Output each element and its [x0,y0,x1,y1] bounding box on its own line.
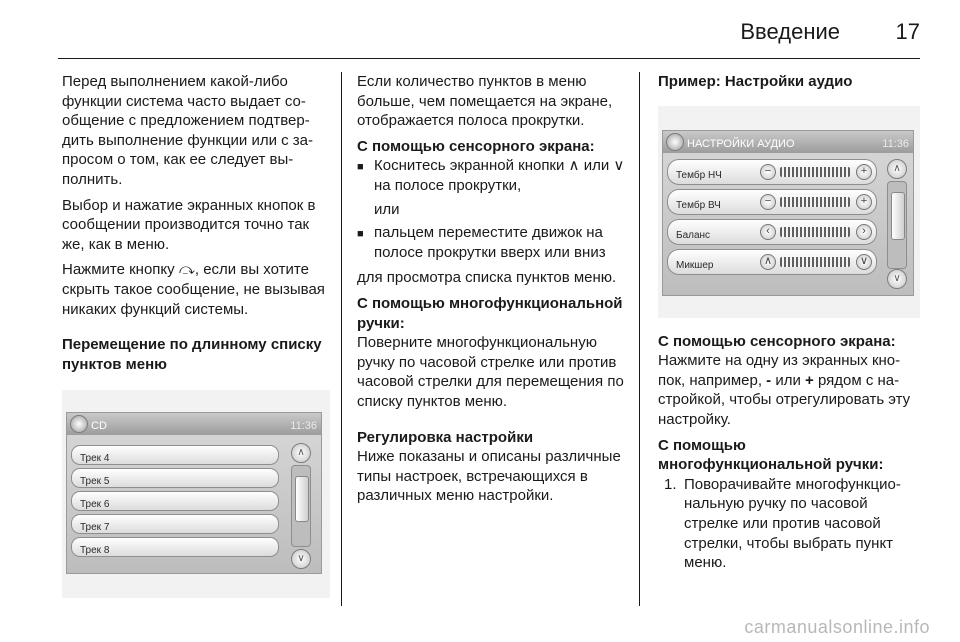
audio-settings-screen [662,130,914,296]
column-divider-2 [639,72,640,606]
paragraph: для просмотра списка пунктов меню. [357,269,617,287]
setting-row: Тембр НЧ − + [667,159,877,185]
scroll-up-icon: ∧ [887,159,907,179]
screen-title-bar [67,413,321,435]
text: Нажмите кнопку [62,261,179,279]
cd-menu-illustration [62,390,330,598]
column-right [658,72,920,573]
track-item: Трек 8 [71,537,279,557]
bullet-item: ■ пальцем переместите движок на полосе прокрутки вверх или вниз [357,224,606,261]
track-item: Трек 7 [71,514,279,534]
scrollbar [291,465,311,547]
watermark: carmanualsonline.info [744,617,930,637]
scroll-down-icon: ∨ [887,269,907,289]
page-number: 17 [895,19,920,44]
level-meter [780,227,850,237]
subheading: С помощью сенсорного экрана: [658,332,896,350]
minus-icon: − [760,194,776,210]
track-item: Трек 6 [71,491,279,511]
screen-clock: 11:36 [290,420,317,433]
text: , если вы хотите скрыть такое сообщение, не вызывая никаких функций системы. [62,261,325,318]
track-item: Трек 4 [71,445,279,465]
screen-title: НАСТРОЙКИ АУДИО [687,137,795,150]
or-text: или [374,200,400,218]
audio-settings-illustration [658,106,920,318]
section-title: Введение [740,19,840,44]
screen-clock: 11:36 [882,137,909,150]
paragraph [62,260,330,319]
bullet-icon: ■ [357,161,364,174]
screen-title: CD [91,420,107,433]
back-icon [70,415,88,433]
plus-icon: + [856,194,872,210]
header-rule [58,58,920,59]
scroll-up-icon: ∧ [291,443,311,463]
up-arrow-icon: ∧ [760,254,776,270]
column-left [62,72,330,598]
scroll-down-icon: ∨ [291,549,311,569]
plus-symbol: + [805,371,814,389]
subheading: С помощью многофункциональной ручки: [357,294,623,332]
paragraph: Выбор и нажатие экранных кнопок в сообщении производится точно так же, как в меню. [62,196,316,253]
plus-icon: + [856,164,872,180]
section-heading: Перемещение по длинному списку пунктов меню [62,336,322,373]
subheading: С помощью многофункциональной ручки: [658,436,884,474]
paragraph: Если количество пунктов в меню больше, чем помещается на экране, отображается полоса прокрутки. [357,73,613,130]
subheading: С помощью сенсорного экрана: [357,137,595,155]
bullet-icon: ■ [357,228,364,241]
back-icon [666,133,684,151]
minus-symbol: - [766,371,772,389]
setting-row: Тембр ВЧ − + [667,189,877,215]
cd-screen [66,412,322,574]
level-meter [780,257,850,267]
level-meter [780,197,850,207]
minus-icon: − [760,164,776,180]
scroll-thumb [295,476,309,522]
column-middle [357,72,627,512]
level-meter [780,167,850,177]
subheading: Регулировка настройки [357,428,534,446]
scrollbar [887,181,907,269]
paragraph: Ниже показаны и описаны различные типы настроек, встречающихся в различных меню настройки. [357,448,621,505]
left-arrow-icon: ‹ [760,224,776,240]
paragraph: Перед выполнением какой-либо функции система часто выдает сообщение с предложением подтвердить выполнение функции или с запросом о том, как ее следует выполнить. [62,73,314,188]
column-divider-1 [341,72,342,606]
bullet-item: ■ Коснитесь экранной кнопки ∧ или ∨ на полосе прокрутки, [357,157,625,194]
step-number: 1. [664,475,677,493]
setting-row: Микшер ∧ ∨ [667,249,877,275]
screen-title-bar [663,131,913,153]
right-arrow-icon: › [856,224,872,240]
scroll-thumb [891,192,905,240]
down-arrow-icon: ∨ [856,254,872,270]
setting-row: Баланс ‹ › [667,219,877,245]
subheading: Пример: Настройки аудио [658,73,853,90]
page-header [0,0,960,60]
track-item: Трек 5 [71,468,279,488]
numbered-step: 1. Поворачивайте многофункциональную ручку по часовой стрелке или против часовой стрелки, чтобы выбрать пункт меню. [658,475,920,573]
back-arrow-icon: ⤼ [178,261,195,279]
paragraph: Поверните многофункциональную ручку по часовой стрелке или против часовой стрелки для перемещения по списку пунктов меню. [357,334,624,410]
paragraph: Нажмите на одну из экранных кнопок, например, - или + рядом с настройкой, чтобы отрегулировать эту настройку. [658,352,911,428]
